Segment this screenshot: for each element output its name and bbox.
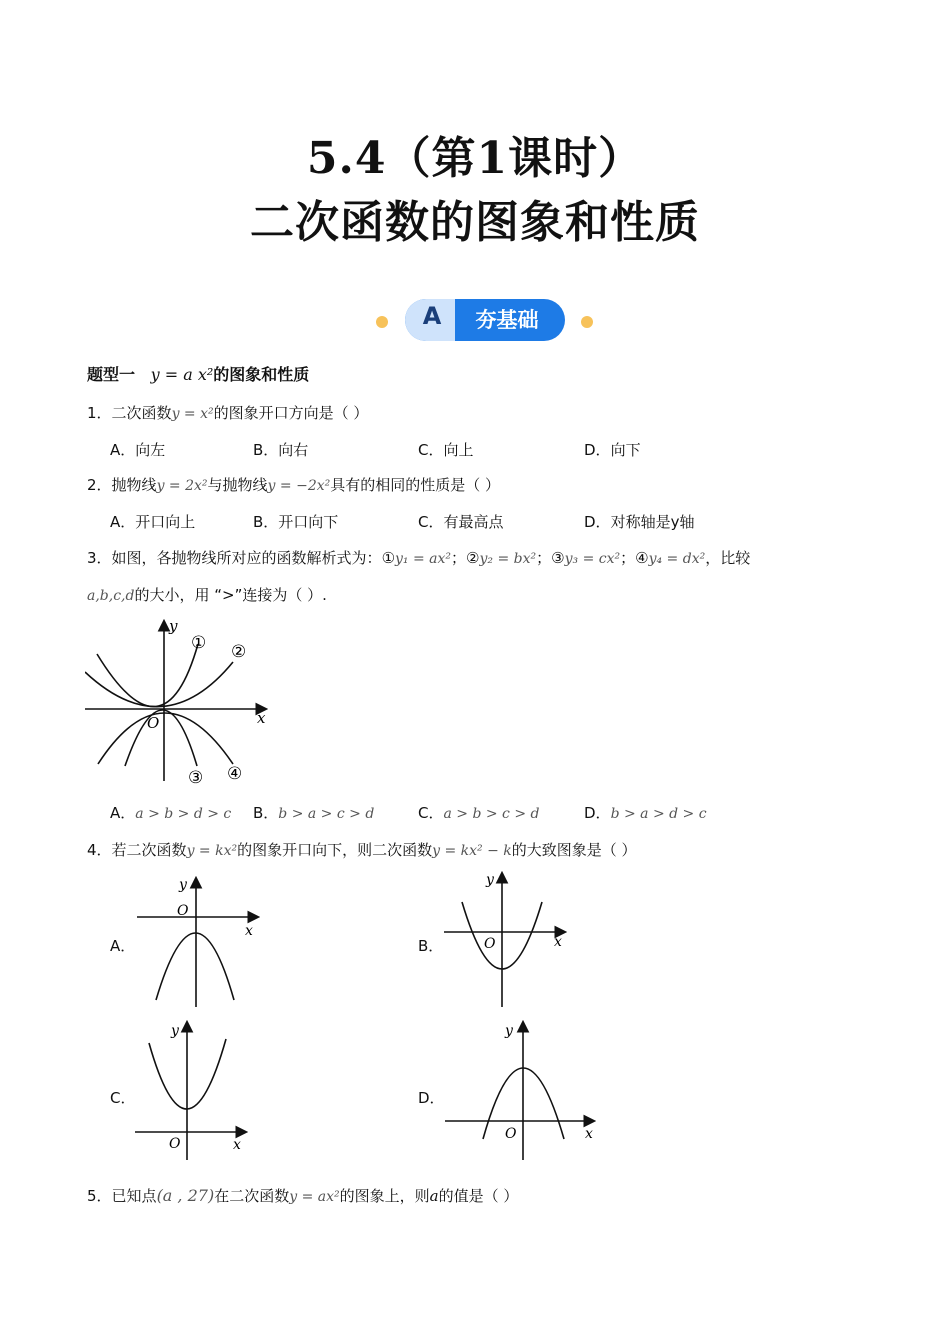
option-label: C．: [418, 804, 444, 822]
q3-graph: [85, 616, 285, 795]
option-text: 开口向上: [135, 513, 196, 531]
axis-x-label: x: [233, 1137, 241, 1153]
axis-y-label: y: [179, 877, 187, 893]
option-text: 开口向下: [278, 513, 339, 531]
q2-math2: y = −2x²: [267, 478, 331, 494]
question-2: [87, 474, 500, 495]
q2-option-c: [418, 511, 504, 532]
q3-option-c: [418, 802, 540, 823]
parabola: [156, 933, 234, 1000]
q4-option-b-label: B．: [418, 937, 444, 955]
q2-math1: y = 2x²: [156, 478, 208, 494]
option-label: B．: [253, 441, 279, 459]
q5-var: a: [429, 1187, 439, 1205]
q3-line2: [87, 584, 327, 605]
q5-math: y = ax²: [289, 1189, 340, 1205]
option-text: a > b > d > c: [135, 806, 232, 822]
parabola-4: [98, 713, 233, 764]
q4-graph-c: [133, 1017, 263, 1166]
banner-letter: A: [422, 302, 442, 330]
graph-label-1: ①: [191, 633, 207, 653]
option-label: D．: [584, 804, 611, 822]
option-label: B．: [253, 804, 279, 822]
q3-number: 3．: [87, 549, 112, 567]
q5-point: (a , 27): [156, 1186, 215, 1205]
axis-x-label: x: [245, 923, 253, 939]
option-label: A．: [110, 804, 136, 822]
option-text: b > a > c > d: [278, 806, 375, 822]
option-text: 向右: [278, 441, 309, 459]
q1-pre: 二次函数: [111, 404, 172, 422]
q3-circle-1: ①: [381, 549, 396, 567]
graph-label-4: ④: [227, 764, 243, 784]
option-label: D．: [584, 513, 611, 531]
q1-option-a: [110, 439, 165, 460]
axis-origin-label: O: [169, 1136, 181, 1152]
q3-math-4: y₄ = dx²: [648, 551, 706, 567]
q2-post: 具有的相同的性质是（ ）: [330, 476, 501, 494]
axis-x-label: x: [585, 1126, 593, 1142]
q5-mid: 在二次函数: [214, 1187, 290, 1205]
q3-circle-4: ④: [635, 549, 649, 567]
document-title-line1: 5.4（第1课时）: [306, 133, 644, 184]
q3-pre: 如图，各抛物线所对应的函数解析式为：: [111, 549, 382, 567]
q3-option-b: [253, 802, 374, 823]
q2-option-a: [110, 511, 195, 532]
q3-sep-3: ；: [620, 549, 636, 567]
q5-number: 5．: [87, 1187, 112, 1205]
graph-x-label: x: [257, 709, 266, 727]
axis-y-label: y: [505, 1023, 513, 1039]
q3-math-1: y₁ = ax²: [395, 551, 452, 567]
q4-graph-d: [443, 1017, 603, 1166]
option-text: 向左: [135, 441, 166, 459]
option-text: 对称轴是y轴: [610, 513, 695, 531]
q2-option-b: [253, 511, 338, 532]
q1-post: 的图象开口方向是（ ）: [213, 404, 369, 422]
graph-origin-label: O: [147, 714, 160, 732]
section-suffix: 的图象和性质: [213, 365, 310, 384]
document-title-line2: 二次函数的图象和性质: [250, 197, 700, 248]
q3-circle-3: ③: [551, 549, 565, 567]
graph-label-2: ②: [231, 642, 247, 662]
option-text: 有最高点: [443, 513, 504, 531]
section-formula: y = a x²: [150, 365, 214, 384]
q5-pre: 已知点: [111, 1187, 157, 1205]
q4-post: 的大致图象是（ ）: [511, 841, 637, 859]
axis-y-label: y: [486, 872, 494, 888]
q2-number: 2．: [87, 476, 112, 494]
option-label: A．: [110, 513, 136, 531]
banner-label: 夯基础: [475, 308, 539, 332]
option-text: a > b > c > d: [443, 806, 540, 822]
axis-y-label: y: [171, 1023, 179, 1039]
q3-line2-math: a,b,c,d: [87, 588, 135, 604]
q4-option-d-label: D．: [418, 1089, 445, 1107]
q4-graph-a: [135, 873, 265, 1017]
q2-option-d: [584, 511, 694, 532]
parabola-1: [97, 644, 198, 707]
q4-option-a-label: A．: [110, 937, 136, 955]
option-label: A．: [110, 441, 136, 459]
option-text: 向下: [610, 441, 641, 459]
q4-number: 4．: [87, 841, 112, 859]
graph-label-3: ③: [188, 768, 204, 788]
question-4: [87, 839, 637, 860]
section-heading: [87, 362, 309, 385]
option-label: D．: [584, 441, 611, 459]
q5-post: 的值是（ ）: [438, 1187, 519, 1205]
q1-option-d: [584, 439, 641, 460]
axis-origin-label: O: [505, 1126, 517, 1142]
option-text: b > a > d > c: [610, 806, 707, 822]
q1-math: y = x²: [171, 406, 214, 422]
q3-math-3: y₃ = cx²: [564, 551, 621, 567]
q3-circle-2: ②: [466, 549, 480, 567]
q4-math2: y = kx² − k: [432, 843, 512, 859]
q3-option-d: [584, 802, 707, 823]
option-label: C．: [418, 441, 444, 459]
axis-x-label: x: [554, 934, 562, 950]
q4-mid: 的图象开口向下，则二次函数: [237, 841, 433, 859]
q4-option-c-label: C．: [110, 1089, 136, 1107]
option-label: C．: [418, 513, 444, 531]
axis-origin-label: O: [484, 936, 496, 952]
q3-sep-2: ；: [536, 549, 552, 567]
option-text: 向上: [443, 441, 474, 459]
q4-graph-b: [440, 868, 575, 1017]
axis-origin-label: O: [177, 903, 189, 919]
q1-number: 1．: [87, 404, 112, 422]
q2-mid: 与抛物线: [207, 476, 268, 494]
q1-option-c: [418, 439, 474, 460]
question-1: [87, 402, 368, 423]
question-3: [87, 547, 750, 568]
section-label: 题型一: [87, 365, 136, 384]
q3-line2-text: 的大小，用 “>”连接为（ ）.: [134, 586, 327, 604]
q3-sep-1: ；: [451, 549, 467, 567]
q4-math1: y = kx²: [186, 843, 238, 859]
q5-mid2: 的图象上，则: [339, 1187, 430, 1205]
option-label: B．: [253, 513, 279, 531]
graph-y-label: y: [169, 617, 178, 635]
q1-option-b: [253, 439, 308, 460]
q3-post: ，比较: [705, 549, 751, 567]
question-5: [87, 1185, 518, 1206]
q2-pre: 抛物线: [111, 476, 157, 494]
q3-math-2: y₂ = bx²: [479, 551, 537, 567]
q4-pre: 若二次函数: [111, 841, 187, 859]
q3-option-a: [110, 802, 231, 823]
